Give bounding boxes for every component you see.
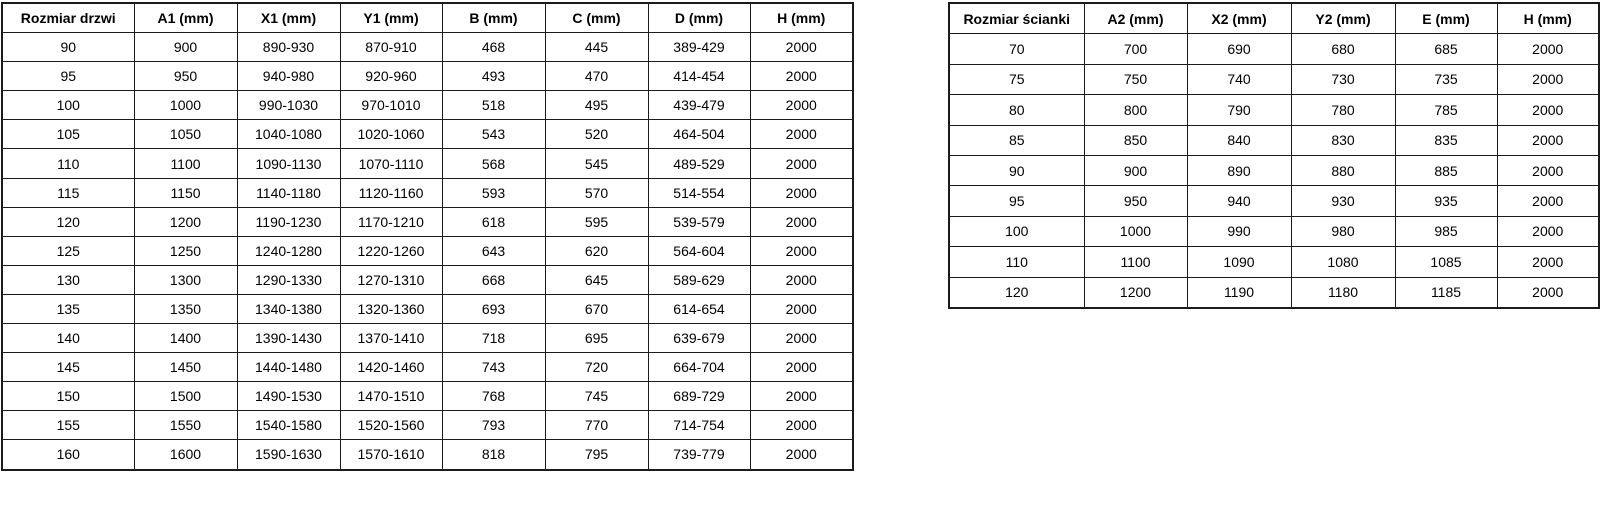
table-row — [2, 440, 853, 470]
table-cell: 518 — [442, 91, 545, 120]
table-cell: 920-960 — [340, 62, 442, 91]
table-cell: 2000 — [1497, 95, 1599, 125]
table-cell: 1320-1360 — [340, 294, 442, 323]
table-cell: 743 — [442, 353, 545, 382]
table-cell: 543 — [442, 120, 545, 149]
column-header: H (mm) — [1497, 3, 1599, 34]
table-cell: 840 — [1187, 125, 1291, 155]
table-cell: 689-729 — [648, 382, 750, 411]
table-cell: 700 — [1084, 34, 1187, 64]
table-cell: 1490-1530 — [237, 382, 340, 411]
table-cell: 780 — [1291, 95, 1395, 125]
table-cell: 739-779 — [648, 440, 750, 470]
table-cell: 2000 — [750, 178, 853, 207]
table-cell: 768 — [442, 382, 545, 411]
table-cell: 570 — [545, 178, 648, 207]
table-cell: 730 — [1291, 64, 1395, 94]
table-cell: 595 — [545, 207, 648, 236]
table-cell: 90 — [2, 33, 134, 62]
column-header: A2 (mm) — [1084, 3, 1187, 34]
table-cell: 890-930 — [237, 33, 340, 62]
column-header: D (mm) — [648, 3, 750, 33]
table-cell: 2000 — [1497, 247, 1599, 277]
table-cell: 90 — [949, 155, 1084, 185]
table-cell: 140 — [2, 324, 134, 353]
table-cell: 150 — [2, 382, 134, 411]
table-cell: 95 — [2, 62, 134, 91]
column-header: X1 (mm) — [237, 3, 340, 33]
table-cell: 718 — [442, 324, 545, 353]
table-cell: 900 — [134, 33, 237, 62]
table-cell: 990 — [1187, 216, 1291, 246]
table-cell: 100 — [949, 216, 1084, 246]
table-cell: 950 — [1084, 186, 1187, 216]
table-cell: 2000 — [1497, 186, 1599, 216]
table-row — [949, 186, 1599, 216]
table-cell: 1020-1060 — [340, 120, 442, 149]
table-cell: 1300 — [134, 265, 237, 294]
table-cell: 70 — [949, 34, 1084, 64]
table-cell: 120 — [2, 207, 134, 236]
table-cell: 2000 — [750, 207, 853, 236]
wall-table-header — [949, 3, 1599, 34]
table-cell: 1570-1610 — [340, 440, 442, 470]
table-cell: 980 — [1291, 216, 1395, 246]
table-cell: 1370-1410 — [340, 324, 442, 353]
table-cell: 1470-1510 — [340, 382, 442, 411]
table-cell: 110 — [2, 149, 134, 178]
table-row — [2, 62, 853, 91]
table-cell: 1270-1310 — [340, 265, 442, 294]
table-cell: 795 — [545, 440, 648, 470]
table-cell: 745 — [545, 382, 648, 411]
table-cell: 940 — [1187, 186, 1291, 216]
column-header: C (mm) — [545, 3, 648, 33]
table-cell: 740 — [1187, 64, 1291, 94]
table-cell: 618 — [442, 207, 545, 236]
wall-table-body — [949, 34, 1599, 308]
table-row — [949, 125, 1599, 155]
column-header: Y2 (mm) — [1291, 3, 1395, 34]
table-cell: 520 — [545, 120, 648, 149]
table-cell: 110 — [949, 247, 1084, 277]
table-cell: 1420-1460 — [340, 353, 442, 382]
table-cell: 589-629 — [648, 265, 750, 294]
table-row — [2, 149, 853, 178]
table-row — [2, 324, 853, 353]
table-cell: 1240-1280 — [237, 236, 340, 265]
table-cell: 800 — [1084, 95, 1187, 125]
column-header: Rozmiar ścianki — [949, 3, 1084, 34]
table-cell: 105 — [2, 120, 134, 149]
table-cell: 130 — [2, 265, 134, 294]
table-cell: 1450 — [134, 353, 237, 382]
table-cell: 639-679 — [648, 324, 750, 353]
table-cell: 389-429 — [648, 33, 750, 62]
table-cell: 115 — [2, 178, 134, 207]
table-cell: 790 — [1187, 95, 1291, 125]
table-cell: 2000 — [750, 411, 853, 440]
table-cell: 1520-1560 — [340, 411, 442, 440]
table-cell: 2000 — [1497, 216, 1599, 246]
table-cell: 1500 — [134, 382, 237, 411]
table-cell: 1340-1380 — [237, 294, 340, 323]
table-row — [2, 265, 853, 294]
table-cell: 1400 — [134, 324, 237, 353]
table-cell: 1170-1210 — [340, 207, 442, 236]
table-cell: 1000 — [134, 91, 237, 120]
table-cell: 2000 — [750, 294, 853, 323]
table-cell: 2000 — [1497, 277, 1599, 308]
table-cell: 685 — [1395, 34, 1497, 64]
table-cell: 1070-1110 — [340, 149, 442, 178]
table-row — [949, 155, 1599, 185]
table-cell: 770 — [545, 411, 648, 440]
table-cell: 568 — [442, 149, 545, 178]
column-header: H (mm) — [750, 3, 853, 33]
table-cell: 1550 — [134, 411, 237, 440]
table-cell: 545 — [545, 149, 648, 178]
table-row — [949, 95, 1599, 125]
table-cell: 695 — [545, 324, 648, 353]
table-cell: 1050 — [134, 120, 237, 149]
table-cell: 75 — [949, 64, 1084, 94]
table-cell: 2000 — [1497, 64, 1599, 94]
table-row — [2, 178, 853, 207]
door-size-table — [1, 2, 854, 471]
table-cell: 785 — [1395, 95, 1497, 125]
table-cell: 1290-1330 — [237, 265, 340, 294]
table-row — [2, 120, 853, 149]
table-cell: 950 — [134, 62, 237, 91]
table-cell: 1085 — [1395, 247, 1497, 277]
table-cell: 1220-1260 — [340, 236, 442, 265]
table-cell: 614-654 — [648, 294, 750, 323]
table-cell: 2000 — [750, 265, 853, 294]
table-cell: 1140-1180 — [237, 178, 340, 207]
table-cell: 1000 — [1084, 216, 1187, 246]
table-cell: 720 — [545, 353, 648, 382]
table-row — [949, 34, 1599, 64]
table-cell: 1390-1430 — [237, 324, 340, 353]
table-cell: 670 — [545, 294, 648, 323]
table-cell: 514-554 — [648, 178, 750, 207]
table-cell: 835 — [1395, 125, 1497, 155]
table-cell: 2000 — [1497, 125, 1599, 155]
table-cell: 1180 — [1291, 277, 1395, 308]
table-cell: 2000 — [750, 149, 853, 178]
table-row — [2, 33, 853, 62]
table-cell: 1100 — [1084, 247, 1187, 277]
table-cell: 870-910 — [340, 33, 442, 62]
column-header: E (mm) — [1395, 3, 1497, 34]
table-row — [949, 64, 1599, 94]
table-cell: 95 — [949, 186, 1084, 216]
table-row — [2, 382, 853, 411]
table-cell: 1200 — [134, 207, 237, 236]
table-cell: 1600 — [134, 440, 237, 470]
table-cell: 735 — [1395, 64, 1497, 94]
table-cell: 468 — [442, 33, 545, 62]
table-cell: 714-754 — [648, 411, 750, 440]
table-cell: 1190-1230 — [237, 207, 340, 236]
table-cell: 985 — [1395, 216, 1497, 246]
table-row — [2, 353, 853, 382]
table-cell: 160 — [2, 440, 134, 470]
table-cell: 1540-1580 — [237, 411, 340, 440]
table-cell: 930 — [1291, 186, 1395, 216]
table-cell: 664-704 — [648, 353, 750, 382]
table-cell: 1150 — [134, 178, 237, 207]
table-cell: 489-529 — [648, 149, 750, 178]
table-cell: 2000 — [1497, 155, 1599, 185]
table-cell: 793 — [442, 411, 545, 440]
header-row — [949, 3, 1599, 34]
table-cell: 2000 — [750, 440, 853, 470]
table-cell: 850 — [1084, 125, 1187, 155]
table-cell: 1120-1160 — [340, 178, 442, 207]
table-cell: 445 — [545, 33, 648, 62]
table-cell: 1200 — [1084, 277, 1187, 308]
table-cell: 593 — [442, 178, 545, 207]
table-cell: 100 — [2, 91, 134, 120]
table-cell: 80 — [949, 95, 1084, 125]
table-cell: 1090 — [1187, 247, 1291, 277]
table-cell: 414-454 — [648, 62, 750, 91]
table-row — [2, 411, 853, 440]
table-cell: 680 — [1291, 34, 1395, 64]
door-table-body — [2, 33, 853, 470]
table-cell: 990-1030 — [237, 91, 340, 120]
table-cell: 880 — [1291, 155, 1395, 185]
table-cell: 2000 — [750, 33, 853, 62]
table-cell: 120 — [949, 277, 1084, 308]
table-row — [949, 216, 1599, 246]
table-cell: 940-980 — [237, 62, 340, 91]
table-cell: 1185 — [1395, 277, 1497, 308]
table-cell: 885 — [1395, 155, 1497, 185]
table-cell: 693 — [442, 294, 545, 323]
table-cell: 2000 — [1497, 34, 1599, 64]
table-cell: 818 — [442, 440, 545, 470]
table-cell: 970-1010 — [340, 91, 442, 120]
table-cell: 750 — [1084, 64, 1187, 94]
table-cell: 645 — [545, 265, 648, 294]
table-cell: 830 — [1291, 125, 1395, 155]
table-cell: 470 — [545, 62, 648, 91]
wall-size-table — [948, 2, 1600, 309]
table-row — [2, 294, 853, 323]
table-cell: 620 — [545, 236, 648, 265]
table-cell: 1100 — [134, 149, 237, 178]
table-row — [949, 277, 1599, 308]
header-row — [2, 3, 853, 33]
table-cell: 1080 — [1291, 247, 1395, 277]
table-cell: 493 — [442, 62, 545, 91]
table-cell: 439-479 — [648, 91, 750, 120]
table-cell: 495 — [545, 91, 648, 120]
door-table-header — [2, 3, 853, 33]
table-cell: 1250 — [134, 236, 237, 265]
table-cell: 900 — [1084, 155, 1187, 185]
table-cell: 2000 — [750, 236, 853, 265]
table-cell: 125 — [2, 236, 134, 265]
table-cell: 1040-1080 — [237, 120, 340, 149]
table-cell: 2000 — [750, 324, 853, 353]
table-cell: 668 — [442, 265, 545, 294]
table-cell: 690 — [1187, 34, 1291, 64]
table-row — [2, 207, 853, 236]
table-row — [2, 236, 853, 265]
column-header: B (mm) — [442, 3, 545, 33]
column-header: X2 (mm) — [1187, 3, 1291, 34]
table-cell: 2000 — [750, 62, 853, 91]
table-cell: 2000 — [750, 91, 853, 120]
table-row — [949, 247, 1599, 277]
table-cell: 564-604 — [648, 236, 750, 265]
table-cell: 155 — [2, 411, 134, 440]
table-cell: 135 — [2, 294, 134, 323]
table-cell: 935 — [1395, 186, 1497, 216]
table-cell: 1590-1630 — [237, 440, 340, 470]
table-cell: 85 — [949, 125, 1084, 155]
column-header: Rozmiar drzwi — [2, 3, 134, 33]
table-cell: 890 — [1187, 155, 1291, 185]
table-row — [2, 91, 853, 120]
table-cell: 2000 — [750, 353, 853, 382]
table-cell: 1440-1480 — [237, 353, 340, 382]
table-cell: 539-579 — [648, 207, 750, 236]
table-cell: 464-504 — [648, 120, 750, 149]
table-cell: 145 — [2, 353, 134, 382]
table-cell: 643 — [442, 236, 545, 265]
column-header: Y1 (mm) — [340, 3, 442, 33]
table-cell: 2000 — [750, 120, 853, 149]
table-cell: 1190 — [1187, 277, 1291, 308]
table-cell: 1090-1130 — [237, 149, 340, 178]
table-cell: 1350 — [134, 294, 237, 323]
column-header: A1 (mm) — [134, 3, 237, 33]
table-cell: 2000 — [750, 382, 853, 411]
